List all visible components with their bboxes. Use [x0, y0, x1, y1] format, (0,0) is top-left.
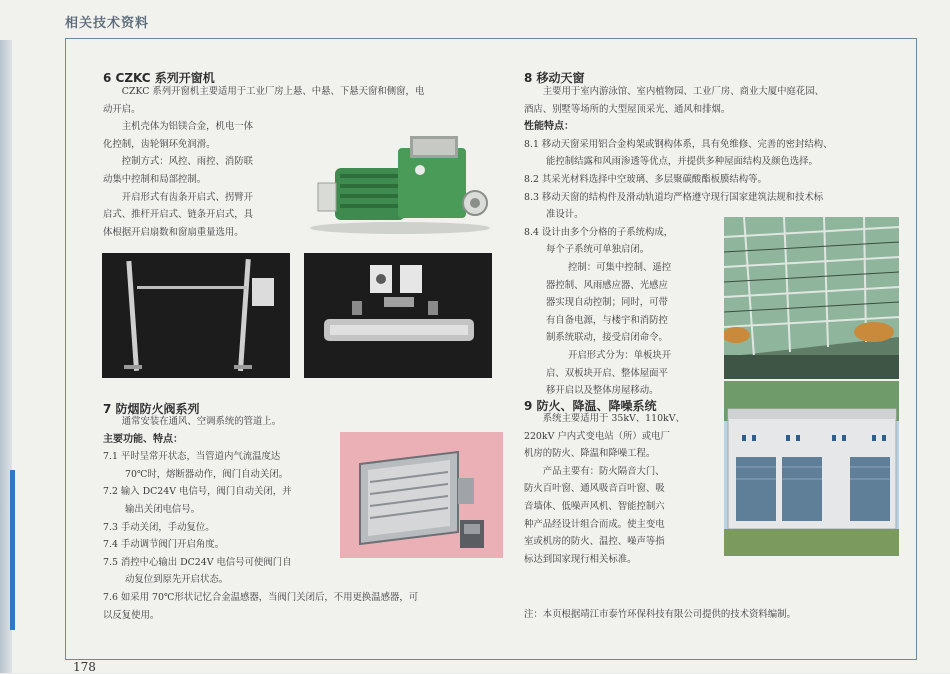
s8-line: 8.1 移动天窗采用铝合金构架或钢构体系，具有免维修、完善的密封结构、 [524, 138, 833, 150]
s6-line: 动集中控制和局部控制。 [103, 173, 207, 185]
section-7-title: 7 防烟防火阀系列 [103, 402, 200, 416]
opener-rack-photo [102, 253, 290, 378]
s6-line: 启式、推杆开启式、链条开启式，具 [103, 209, 254, 221]
source-note: 注：本页根据靖江市泰竹环保科技有限公司提供的技术资料编制。 [524, 609, 796, 620]
s7-line: 7.5 消控中心输出 DC24V 电信号可使阀门自 [103, 556, 292, 568]
s8-line: 能控制结露和风雨渗透等优点，并提供多种屋面结构及颜色选择。 [546, 156, 818, 168]
s6-line: 开启形式有齿条开启式、拐臂开 [121, 191, 254, 203]
section-6-title: 6 CZKC 系列开窗机 [103, 71, 215, 85]
s6-line: 主机壳体为铝镁合金，机电一体 [121, 121, 254, 133]
s9-line: 种产品经设计组合而成。使主变电 [524, 518, 665, 530]
s7-line: 7.2 输入 DC24V 电信号，阀门自动关闭，并 [103, 486, 292, 498]
section-9-title: 9 防火、降温、降噪系统 [524, 399, 657, 413]
s8-line: 8.2 其采光材料选择中空玻璃、多层聚碳酸酯板膜结构等。 [524, 173, 767, 185]
s9-line: 系统主要适用于 35kV、110kV、 [542, 413, 685, 424]
s8-intro-line: 主要用于室内游泳馆、室内植物园、工业厂房、商业大厦中庭花园、 [542, 86, 825, 97]
s6-line: CZKC 系列开窗机主要适用于工业厂房上悬、中悬、下悬天窗和侧窗，电 [121, 86, 425, 97]
s9-line: 220kV 户内式变电站（所）或电厂 [524, 430, 670, 442]
s8-line: 器实现自动控制；同时，可带 [546, 297, 668, 309]
opener-controller-photo [304, 253, 492, 378]
s9-line: 机房的防火、降温和降噪工程。 [524, 448, 656, 460]
fire-damper-photo [340, 432, 503, 558]
s9-line: 室或机房的防火、温控、噪声等指 [524, 536, 665, 548]
s7-line: 70℃时，熔断器动作，阀门自动关闭。 [125, 468, 289, 480]
s8-line: 移开启以及整体房屋移动。 [546, 385, 659, 397]
page-edge-tab [10, 470, 15, 630]
s6-line: 控制方式：风控、雨控、消防联 [121, 156, 254, 168]
s8-line: 8.3 移动天窗的结构件及滑动轨道均严格遵守现行国家建筑法规和技术标 [524, 191, 824, 203]
s8-line: 器控制、风雨感应器、光感应 [546, 279, 668, 291]
s7-line: 7.3 手动关闭，手动复位。 [103, 521, 215, 533]
s9-line: 防火百叶窗、通风吸音百叶窗、吸 [524, 483, 665, 495]
window-opener-motor-photo [300, 128, 500, 238]
s7-line: 以反复使用。 [103, 609, 160, 621]
s7-line: 输出关闭电信号。 [125, 503, 201, 515]
s8-line: 启、双板块开启、整体屋面平 [546, 367, 668, 379]
page-header-title: 相关技术资料 [65, 16, 150, 31]
substation-building-photo [724, 381, 899, 556]
s7-intro: 通常安装在通风、空调系统的管道上。 [121, 416, 282, 427]
s7-line: 动复位到原先开启状态。 [125, 574, 229, 586]
s8-line: 制系统联动，接受启闭命令。 [546, 332, 668, 344]
s8-line: 有自备电源，与楼宇和消防控 [546, 314, 668, 326]
s6-line: 体根据开启扇数和窗扇重量选用。 [103, 226, 244, 238]
s8-intro-line: 酒店、别墅等场所的大型屋顶采光、通风和排烟。 [524, 103, 731, 115]
s8-features-title: 性能特点： [524, 121, 574, 133]
s9-line: 音墙体、低噪声风机、智能控制六 [524, 500, 665, 512]
movable-skylight-photo [724, 217, 899, 379]
s6-line: 化控制，齿轮铜环免润滑。 [103, 138, 216, 150]
s7-line: 7.1 平时呈常开状态，当管道内气流温度达 [103, 451, 281, 463]
s9-line: 产品主要有：防火隔音大门、 [542, 465, 665, 477]
s6-line: 动开启。 [103, 103, 141, 115]
section-8-title: 8 移动天窗 [524, 71, 585, 85]
section-9-text [524, 410, 724, 568]
s8-line: 开启形式分为：单板块开 [568, 349, 672, 361]
s7-line: 7.4 手动调节阀门开启角度。 [103, 539, 225, 551]
s8-line: 每个子系统可单独启闭。 [546, 244, 650, 256]
s7-features-title: 主要功能、特点： [103, 433, 183, 445]
s8-line: 准设计。 [546, 209, 584, 221]
s7-line: 7.6 如采用 70℃形状记忆合金温感器，当阀门关闭后，不用更换温感器，可 [103, 591, 419, 603]
s8-line: 控制：可集中控制、遥控 [568, 261, 672, 273]
s8-line: 8.4 设计由多个分格的子系统构成， [524, 226, 674, 238]
page-number: 178 [73, 660, 96, 674]
s9-line: 标达到国家现行相关标准。 [524, 553, 637, 565]
